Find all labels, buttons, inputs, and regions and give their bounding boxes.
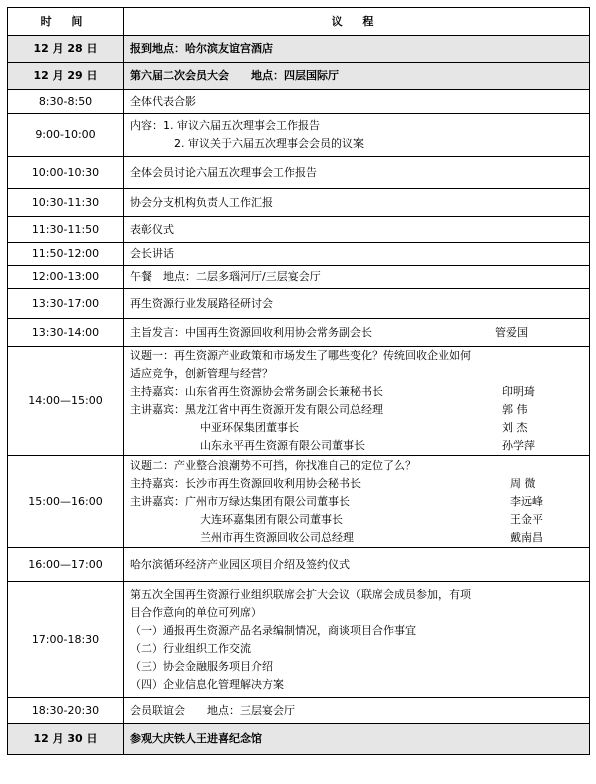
- person-name: 刘 杰: [502, 421, 528, 434]
- person-name: 王金平: [510, 512, 543, 526]
- header-time: 时 间: [8, 8, 124, 36]
- person-name: 孙学萍: [502, 439, 535, 452]
- row-time: 18:30-20:30: [8, 698, 124, 724]
- table-row: [8, 456, 590, 548]
- row-agenda: 会员联谊会 地点：三层宴会厅: [124, 698, 590, 724]
- row-time: 12:00-13:00: [8, 266, 124, 289]
- header-agenda: 议 程: [124, 8, 590, 36]
- agenda-line: 目合作意向的单位可列席）: [130, 605, 262, 619]
- row-agenda: 协会分支机构负责人工作汇报: [124, 189, 590, 217]
- row-agenda: 参观大庆铁人王进喜纪念馆: [124, 724, 590, 755]
- row-time: 9:00-10:00: [8, 114, 124, 157]
- agenda-table: [7, 7, 590, 755]
- table-row: [8, 582, 590, 698]
- row-agenda: [124, 582, 590, 698]
- person-org: 山东省再生资源协会常务副会长兼秘书长: [185, 385, 383, 398]
- person-role: 主持嘉宾：: [130, 385, 185, 398]
- row-agenda: 哈尔滨循环经济产业园区项目介绍及签约仪式: [124, 548, 590, 582]
- person-org: 黑龙江省中再生资源开发有限公司总经理: [185, 403, 383, 416]
- table-row: [8, 63, 590, 90]
- person-name: 印明琦: [502, 385, 535, 398]
- table-row: [8, 189, 590, 217]
- row-agenda: 全体会员讨论六届五次理事会工作报告: [124, 157, 590, 189]
- topic-line: 议题一：再生资源产业政策和市场发生了哪些变化？传统回收企业如何: [130, 349, 471, 362]
- row-agenda: 午餐 地点：二层多瑙河厅/三层宴会厅: [124, 266, 590, 289]
- agenda-line: （三）协会金融服务项目介绍: [130, 659, 273, 673]
- table-row: [8, 243, 590, 266]
- row-time: 8:30-8:50: [8, 90, 124, 114]
- person-role: 主持嘉宾：: [130, 476, 185, 490]
- row-time: 10:00-10:30: [8, 157, 124, 189]
- person-name: 戴南昌: [510, 530, 543, 544]
- row-time: 11:30-11:50: [8, 217, 124, 243]
- table-row: [8, 548, 590, 582]
- row-agenda: 报到地点：哈尔滨友谊宫酒店: [124, 36, 590, 63]
- row-agenda: 会长讲话: [124, 243, 590, 266]
- row-time: 16:00—17:00: [8, 548, 124, 582]
- person-role: 主讲嘉宾：: [130, 403, 185, 416]
- row-agenda: 全体代表合影: [124, 90, 590, 114]
- row-time: 12 月 29 日: [8, 63, 124, 90]
- table-row: [8, 90, 590, 114]
- agenda-line: 内容：1. 审议六届五次理事会工作报告: [130, 119, 320, 132]
- row-time: 11:50-12:00: [8, 243, 124, 266]
- table-row: [8, 157, 590, 189]
- row-agenda: [124, 319, 590, 347]
- table-row: [8, 698, 590, 724]
- table-row: [8, 347, 590, 456]
- row-agenda: 再生资源行业发展路径研讨会: [124, 289, 590, 319]
- table-row: [8, 289, 590, 319]
- person-role: 主讲嘉宾：: [130, 494, 185, 508]
- row-time: 13:30-14:00: [8, 319, 124, 347]
- row-time: 14:00—15:00: [8, 347, 124, 456]
- table-row: [8, 36, 590, 63]
- table-row: [8, 319, 590, 347]
- topic-line: 适应竞争，创新管理与经营？: [130, 367, 273, 380]
- row-agenda: 第六届二次会员大会 地点：四层国际厅: [124, 63, 590, 90]
- table-row: [8, 114, 590, 157]
- agenda-line: （一）通报再生资源产品名录编制情况，商谈项目合作事宜: [130, 623, 416, 637]
- row-time: 12 月 28 日: [8, 36, 124, 63]
- person-org: 山东永平再生资源有限公司董事长: [200, 439, 365, 452]
- row-agenda: [124, 114, 590, 157]
- speaker-name: 管爱国: [495, 325, 528, 339]
- row-agenda: 表彰仪式: [124, 217, 590, 243]
- table-row: [8, 724, 590, 755]
- person-org: 广州市万绿达集团有限公司董事长: [185, 494, 350, 508]
- speaker-title: 主旨发言：中国再生资源回收利用协会常务副会长: [130, 325, 372, 339]
- agenda-line: 第五次全国再生资源行业组织联席会扩大会议（联席会成员参加，有项: [130, 587, 471, 601]
- person-name: 周 微: [510, 476, 536, 490]
- person-org: 中亚环保集团董事长: [200, 421, 299, 434]
- topic-line: 议题二：产业整合浪潮势不可挡，你找准自己的定位了么？: [130, 458, 416, 472]
- person-org: 大连环嘉集团有限公司董事长: [200, 512, 343, 526]
- row-agenda: [124, 347, 590, 456]
- agenda-line: 2. 审议关于六届五次理事会会员的议案: [174, 137, 364, 150]
- row-time: 13:30-17:00: [8, 289, 124, 319]
- row-time: 17:00-18:30: [8, 582, 124, 698]
- agenda-line: （四）企业信息化管理解决方案: [130, 677, 284, 691]
- table-row: [8, 217, 590, 243]
- person-name: 李远峰: [510, 494, 543, 508]
- row-time: 15:00—16:00: [8, 456, 124, 548]
- table-row: [8, 266, 590, 289]
- row-time: 10:30-11:30: [8, 189, 124, 217]
- row-time: 12 月 30 日: [8, 724, 124, 755]
- row-agenda: [124, 456, 590, 548]
- agenda-line: （二）行业组织工作交流: [130, 641, 251, 655]
- person-org: 长沙市再生资源回收利用协会秘书长: [185, 476, 361, 490]
- person-org: 兰州市再生资源回收公司总经理: [200, 530, 354, 544]
- person-name: 郭 伟: [502, 403, 528, 416]
